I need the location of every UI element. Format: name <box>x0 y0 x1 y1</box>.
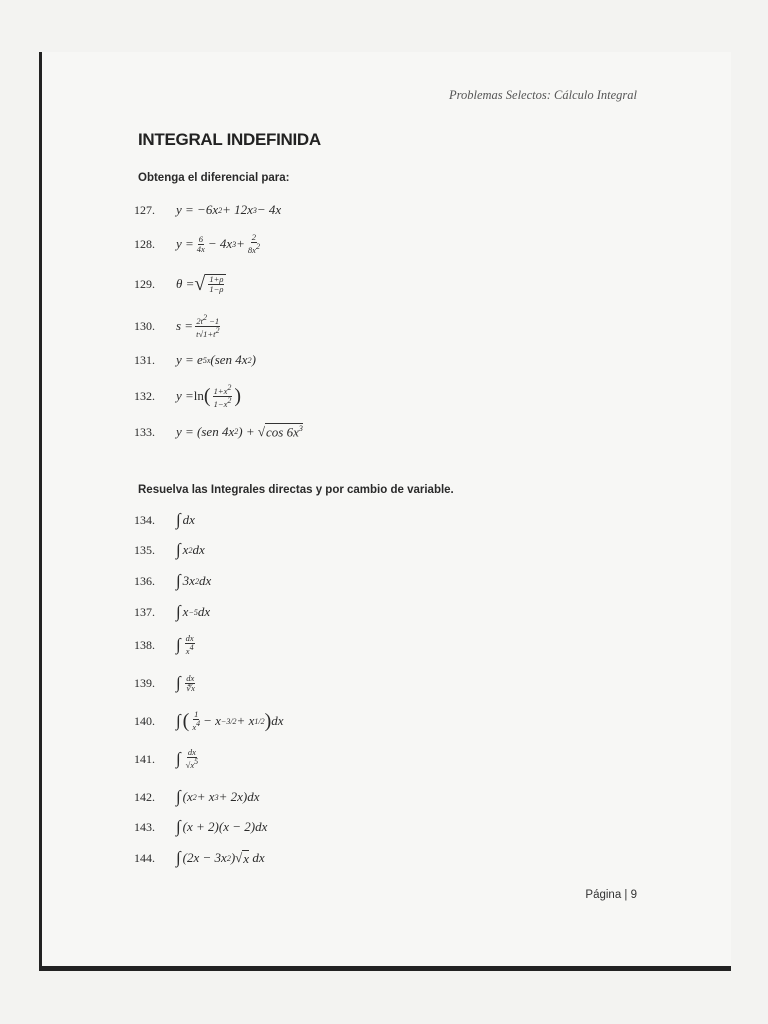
problem-expression: y = (sen 4x 2 ) + √ $\cos 6x^3$ <box>176 423 303 440</box>
problem-expression: ∫ x 2 dx <box>176 540 205 559</box>
problem-137 <box>134 602 210 622</box>
problem-expression: ∫ dx <box>176 510 195 529</box>
problem-130 <box>134 312 222 339</box>
problem-129 <box>134 274 226 294</box>
problem-expression: ∫ x −5 dx <box>176 602 211 621</box>
problem-expression: y = −6x 2 + 12x 3 − 4x <box>176 202 282 217</box>
problem-expression: ∫ $\frac{dx}{√x5}$ <box>176 747 199 770</box>
page-left-edge-shadow <box>39 52 42 970</box>
problem-number: 133. <box>134 424 155 439</box>
problem-136 <box>134 571 211 591</box>
instruction-integrals: Resuelva las Integrales directas y por cambio de variable. <box>138 484 454 496</box>
problem-140 <box>134 711 284 731</box>
problem-expression: ∫ (x + 2)(x − 2)dx <box>176 817 268 836</box>
problem-number: 135. <box>134 542 155 557</box>
page-bottom-edge-shadow <box>39 966 731 971</box>
problem-142 <box>134 787 259 807</box>
problem-133 <box>134 422 303 442</box>
problem-expression: y = $\frac{6}{4x}$ − 4x 3 + $\frac{2}{8x2}$ <box>176 232 260 255</box>
section-title: INTEGRAL INDEFINIDA <box>138 130 321 149</box>
page-number: Página | 9 <box>585 889 637 901</box>
problem-expression: ∫ (2x − 3x 2 )√ x dx <box>176 848 265 867</box>
problem-expression: y = ln ( $\frac{1+x2}{1-x2}$ ) <box>176 382 242 409</box>
problem-expression: y = e 5x (sen 4x 2 ) <box>176 352 256 367</box>
problem-132 <box>134 382 242 409</box>
problem-number: 140. <box>134 713 155 728</box>
problem-expression: ∫ 3x 2 dx <box>176 571 212 590</box>
problem-number: 132. <box>134 388 155 403</box>
problem-number: 141. <box>134 751 155 766</box>
problem-expression: ∫ ( $\frac{1}{x4}$ − x −3/2 + x 1/2 ) dx <box>176 709 284 732</box>
problem-number: 137. <box>134 604 155 619</box>
problem-number: 136. <box>134 573 155 588</box>
problem-138 <box>134 635 197 655</box>
problem-number: 134. <box>134 512 155 527</box>
problem-expression: θ = √ $\frac{1+\rho}{1-\rho}$ <box>176 273 226 296</box>
problem-expression: ∫ (x 2 + x 3 + 2x)dx <box>176 787 260 806</box>
instruction-differentials: Obtenga el diferencial para: <box>138 172 290 184</box>
problem-128 <box>134 234 263 254</box>
problem-number: 144. <box>134 850 155 865</box>
problem-number: 142. <box>134 789 155 804</box>
problem-134 <box>134 510 195 530</box>
problem-141 <box>134 749 201 769</box>
problem-number: 129. <box>134 276 155 291</box>
problem-number: 128. <box>134 236 155 251</box>
running-header: Problemas Selectos: Cálculo Integral <box>448 88 637 102</box>
problem-135 <box>134 540 205 560</box>
problem-number: 143. <box>134 819 155 834</box>
problem-number: 131. <box>134 352 155 367</box>
problem-144 <box>134 848 265 868</box>
problem-expression: ∫ $\frac{dx}{x4}$ <box>176 633 194 656</box>
problem-143 <box>134 817 267 837</box>
problem-number: 130. <box>134 318 155 333</box>
problem-127 <box>134 200 281 220</box>
problem-number: 127. <box>134 202 155 217</box>
problem-139 <box>134 673 198 693</box>
problem-number: 138. <box>134 637 155 652</box>
problem-number: 139. <box>134 675 155 690</box>
problem-131 <box>134 350 256 370</box>
problem-expression: s = $\frac{2t2 -1}{t√1+t2}$ <box>176 312 220 339</box>
problem-expression: ∫ $\frac{dx}{∜x}$ <box>176 672 195 693</box>
